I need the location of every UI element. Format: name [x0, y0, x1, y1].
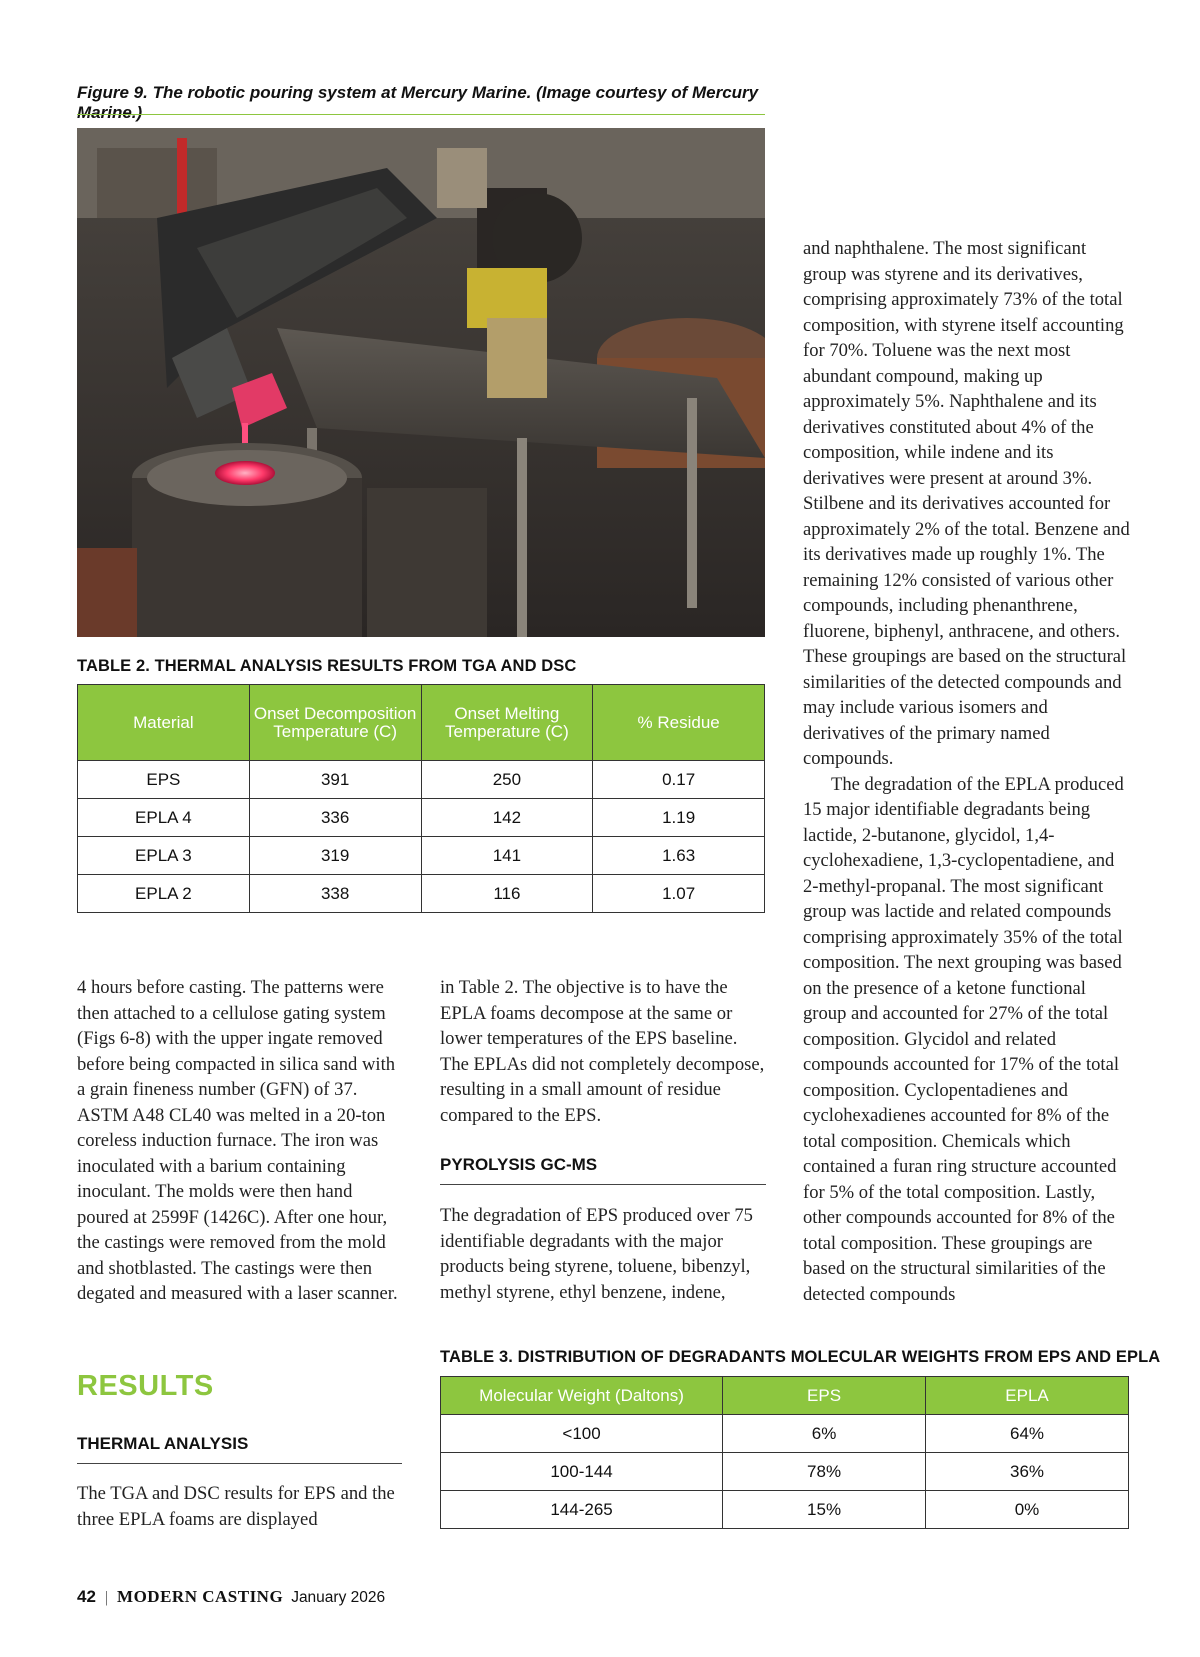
table-row: [78, 837, 765, 875]
magazine-name: MODERN CASTING: [117, 1587, 284, 1606]
column3-paragraph-2: The degradation of the EPLA produced 15 major identifiable degradants being lactide, 2-butanone, glycidol, 1,4-cyclohexadiene, 1,3-cyclopentadiene, and 2-methyl-propanal. The most significant group was lactide and related compounds comprising approximately 35% of the total composition. The next grouping was based on the presence of a ketone functional group and accounted for 27% of the total composition. Glycidol and related compounds accounted for 17% of the total composition. Cyclopentadienes and cyclohexadienes accounted for 8% of the total composition. Chemicals which contained a furan ring structure accounted for 5% of the total composition. Lastly, other compounds accounted for 8% of the total composition. These groupings are based on the structural similarities of the detected compounds: [803, 773, 1124, 1305]
table3-header-row: [441, 1377, 1129, 1415]
table-cell: EPLA 2: [78, 875, 250, 913]
figure-photo: [77, 128, 765, 637]
page-footer: [77, 1587, 385, 1607]
thermal-analysis-text: The TGA and DSC results for EPS and the three EPLA foams are displayed: [77, 1483, 395, 1530]
column1-text: 4 hours before casting. The patterns were then attached to a cellulose gating system (Figs 6-8) with the upper ingate removed before being compacted in silica sand with a grain fineness number (GFN) of 37. ASTM A48 CL40 was melted in a 20-ton coreless induction furnace. The iron was inoculated with a barium containing inoculant. The molds were then hand poured at 2599F (1426C). After one hour, the castings were removed from the mold and shotblasted. The castings were then degated and measured with a laser scanner.: [77, 977, 398, 1304]
table-cell: EPLA 3: [78, 837, 250, 875]
table2-header-material: Material: [78, 685, 250, 761]
table-cell: 100-144: [441, 1453, 723, 1491]
table2: [77, 684, 765, 913]
table-cell: 1.63: [593, 837, 765, 875]
robotic-pouring-illustration: [77, 128, 765, 637]
table3-header-molecular-weight: Molecular Weight (Daltons): [441, 1377, 723, 1415]
table-cell: 250: [421, 761, 593, 799]
table2-header-onset-decomposition: Onset Decomposition Temperature (C): [249, 685, 421, 761]
table-cell: 1.07: [593, 875, 765, 913]
table-row: [441, 1491, 1129, 1529]
issue-date: January 2026: [291, 1589, 386, 1606]
table2-title: TABLE 2. THERMAL ANALYSIS RESULTS FROM TGA AND DSC: [77, 657, 577, 675]
table-row: [441, 1415, 1129, 1453]
column3: [803, 236, 1131, 1307]
table2-header-residue: % Residue: [593, 685, 765, 761]
table-cell: 142: [421, 799, 593, 837]
table-cell: 64%: [926, 1415, 1129, 1453]
table2-header-row: [78, 685, 765, 761]
table-cell: 78%: [723, 1453, 926, 1491]
pyrolysis-text: The degradation of EPS produced over 75 identifiable degradants with the major products being styrene, toluene, bibenzyl, methyl styrene, ethyl benzene, indene,: [440, 1205, 753, 1303]
thermal-analysis-heading: THERMAL ANALYSIS: [77, 1434, 249, 1453]
table-row: [441, 1453, 1129, 1491]
column3-paragraph-1: and naphthalene. The most significant group was styrene and its derivatives, comprising approximately 73% of the total composition, with styrene itself accounting for 70%. Toluene was the next most abundant compound, making up approximately 5%. Naphthalene and its derivatives constituted about 4% of the composition, while indene and its derivatives were present at around 3%. Stilbene and its derivatives accounted for approximately 2% of the total. Benzene and its derivatives made up roughly 1%. The remaining 12% consisted of various other compounds, including phenanthrene, fluorene, biphenyl, anthracene, and others. These groupings are based on the structural similarities of the detected compounds and may include various isomers and derivatives of the primary named compounds.: [803, 238, 1130, 769]
table3-header-epla: EPLA: [926, 1377, 1129, 1415]
table-cell: 391: [249, 761, 421, 799]
pyrolysis-heading: PYROLYSIS GC-MS: [440, 1155, 598, 1174]
table3-title: TABLE 3. DISTRIBUTION OF DEGRADANTS MOLECULAR WEIGHTS FROM EPS AND EPLA: [440, 1348, 1161, 1366]
footer-separator: |: [104, 1589, 109, 1606]
table-row: [78, 761, 765, 799]
table-cell: EPLA 4: [78, 799, 250, 837]
table-cell: 6%: [723, 1415, 926, 1453]
thermal-analysis-divider: [77, 1463, 402, 1464]
table-cell: 336: [249, 799, 421, 837]
table-cell: 144-265: [441, 1491, 723, 1529]
table-cell: 116: [421, 875, 593, 913]
column2-text: in Table 2. The objective is to have the EPLA foams decompose at the same or lower temperatures of the EPS baseline. The EPLAs did not completely decompose, resulting in a small amount of residue compared to the EPS.: [440, 977, 765, 1126]
table-row: [78, 799, 765, 837]
table2-header-onset-melting: Onset Melting Temperature (C): [421, 685, 593, 761]
caption-divider: [77, 114, 765, 115]
figure-caption: Figure 9. The robotic pouring system at Mercury Marine. (Image courtesy of Mercury Marine.): [77, 83, 759, 122]
table-cell: EPS: [78, 761, 250, 799]
table-cell: 0.17: [593, 761, 765, 799]
table-row: [78, 875, 765, 913]
table-cell: 338: [249, 875, 421, 913]
table-cell: 1.19: [593, 799, 765, 837]
table-cell: 319: [249, 837, 421, 875]
table-cell: 36%: [926, 1453, 1129, 1491]
results-heading: RESULTS: [77, 1370, 214, 1402]
table-cell: 15%: [723, 1491, 926, 1529]
table-cell: <100: [441, 1415, 723, 1453]
table-cell: 0%: [926, 1491, 1129, 1529]
page-number: 42: [77, 1587, 96, 1606]
table3-header-eps: EPS: [723, 1377, 926, 1415]
table-cell: 141: [421, 837, 593, 875]
pyrolysis-divider: [440, 1184, 766, 1185]
table3: [440, 1376, 1129, 1529]
